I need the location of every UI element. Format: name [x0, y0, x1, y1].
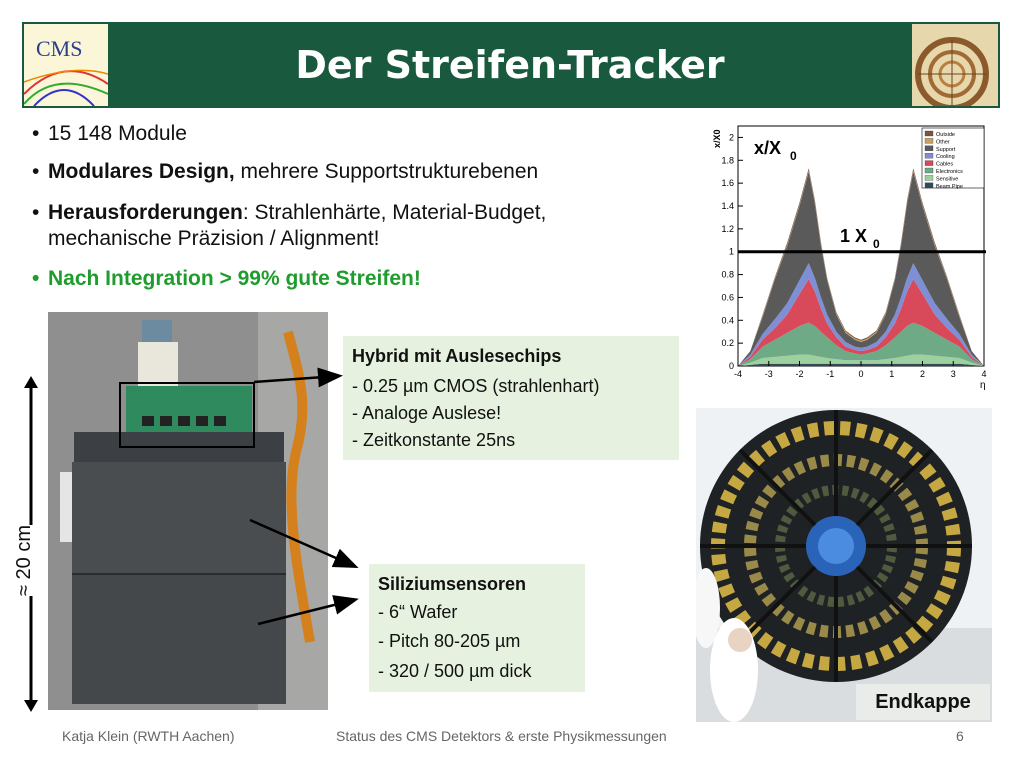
hybrid-highlight-frame: [119, 382, 255, 448]
bullet-text: : Strahlenhärte, Material-Budget,: [242, 201, 547, 224]
y-tick-label: 2: [728, 132, 734, 143]
legend-swatch: [925, 138, 933, 143]
bullet-challenges: [32, 200, 546, 252]
legend-entry: Beam Pipe: [936, 183, 963, 190]
y-tick-label: 1.4: [721, 201, 734, 211]
x-tick-label: 4: [981, 369, 987, 379]
strip-module-illustration: [48, 312, 328, 710]
x-tick-label: 3: [950, 369, 956, 379]
hybrid-callout-line: - 0.25 µm CMOS (strahlenhart): [352, 376, 600, 396]
sensors-callout-line: - 320 / 500 µm dick: [378, 661, 532, 681]
sensors-callout: [369, 564, 585, 692]
tracker-thumbnail-graphic: [912, 24, 998, 106]
bullet-marker: •: [32, 267, 40, 290]
reference-line-label-subscript: 0: [873, 237, 880, 251]
x-tick-label: -2: [795, 369, 804, 379]
x-tick-label: 0: [858, 369, 864, 379]
y-tick-label: 1.6: [721, 178, 734, 189]
legend-entry: Sensitive: [936, 176, 959, 183]
y-tick-label: 0: [728, 361, 734, 371]
sensors-callout-line: - Pitch 80-205 µm: [378, 631, 521, 651]
legend-swatch: [925, 168, 933, 173]
bullet-marker: •: [32, 122, 40, 145]
bullet-marker: •: [32, 160, 40, 183]
hybrid-callout: [343, 336, 679, 460]
x-tick-label: 2: [919, 369, 926, 379]
material-budget-chart: [696, 118, 996, 390]
x-tick-label: 1: [889, 369, 895, 379]
y-tick-label: 1.8: [721, 155, 734, 166]
dimension-label-container: [4, 520, 44, 600]
endcap-illustration: [696, 408, 992, 722]
legend-swatch: [925, 131, 933, 136]
y-tick-label: 0.6: [721, 292, 734, 303]
dimension-label: ≈ 20 cm: [12, 524, 35, 596]
sensors-callout-heading: Siliziumsensoren: [378, 574, 527, 594]
bullet-text-line2: mechanische Präzision / Alignment!: [48, 227, 380, 250]
endcap-photo: [696, 408, 992, 722]
bullet-design: [32, 159, 538, 185]
x-tick-label: -3: [764, 369, 773, 379]
legend-entry: Support: [936, 146, 956, 153]
bullet-integration: [32, 266, 421, 292]
slide-number: 6: [956, 728, 964, 744]
bullet-text: Nach Integration > 99% gute Streifen!: [48, 267, 421, 290]
legend-swatch: [925, 153, 933, 158]
legend-entry: Cables: [936, 161, 954, 168]
hybrid-callout-heading: Hybrid mit Auslesechips: [352, 346, 562, 366]
sensors-callout-line: - 6“ Wafer: [378, 602, 458, 622]
tracker-image-thumbnail: [912, 24, 998, 106]
legend-swatch: [925, 183, 933, 188]
chart-big-label-subscript: 0: [790, 149, 797, 163]
chart-big-label: x/X: [754, 138, 782, 158]
legend-swatch: [925, 175, 933, 180]
bullet-text: 15 148 Module: [48, 122, 187, 145]
legend-entry: Electronics: [936, 169, 963, 175]
hybrid-callout-line: - Analoge Auslese!: [352, 403, 502, 423]
legend-entry: Outside: [936, 132, 955, 138]
legend-entry: Other: [936, 139, 950, 146]
y-tick-label: 1.2: [721, 223, 734, 234]
y-tick-label: 1: [728, 246, 734, 257]
x-tick-label: -4: [733, 369, 743, 379]
legend-entry: Cooling: [936, 154, 955, 161]
y-axis-label: x/X0: [712, 129, 722, 148]
y-tick-label: 0.2: [721, 338, 734, 349]
bullet-bold-text: Modulares Design,: [48, 160, 235, 183]
cms-logo-text: CMS: [36, 36, 83, 61]
strip-module-photo: [48, 312, 328, 710]
footer-title: Status des CMS Detektors & erste Physikmessungen: [336, 728, 667, 744]
reference-line-label: 1 X: [840, 226, 868, 246]
endcap-label: Endkappe: [856, 684, 990, 720]
cms-logo: [24, 24, 108, 106]
bullet-marker: •: [32, 201, 40, 224]
x-tick-label: -1: [826, 369, 835, 379]
legend-swatch: [925, 146, 933, 151]
hybrid-callout-line: - Zeitkonstante 25ns: [352, 430, 516, 450]
y-tick-label: 0.8: [721, 269, 734, 280]
x-axis-label: η: [980, 380, 986, 390]
bullet-modules: [32, 121, 187, 147]
bullet-bold-text: Herausforderungen: [48, 201, 243, 224]
footer-author: Katja Klein (RWTH Aachen): [62, 728, 235, 744]
slide-title: Der Streifen-Tracker: [295, 43, 725, 87]
y-tick-label: 0.4: [721, 315, 734, 326]
bullet-text: mehrere Supportstrukturebenen: [234, 160, 539, 183]
legend-swatch: [925, 161, 933, 166]
